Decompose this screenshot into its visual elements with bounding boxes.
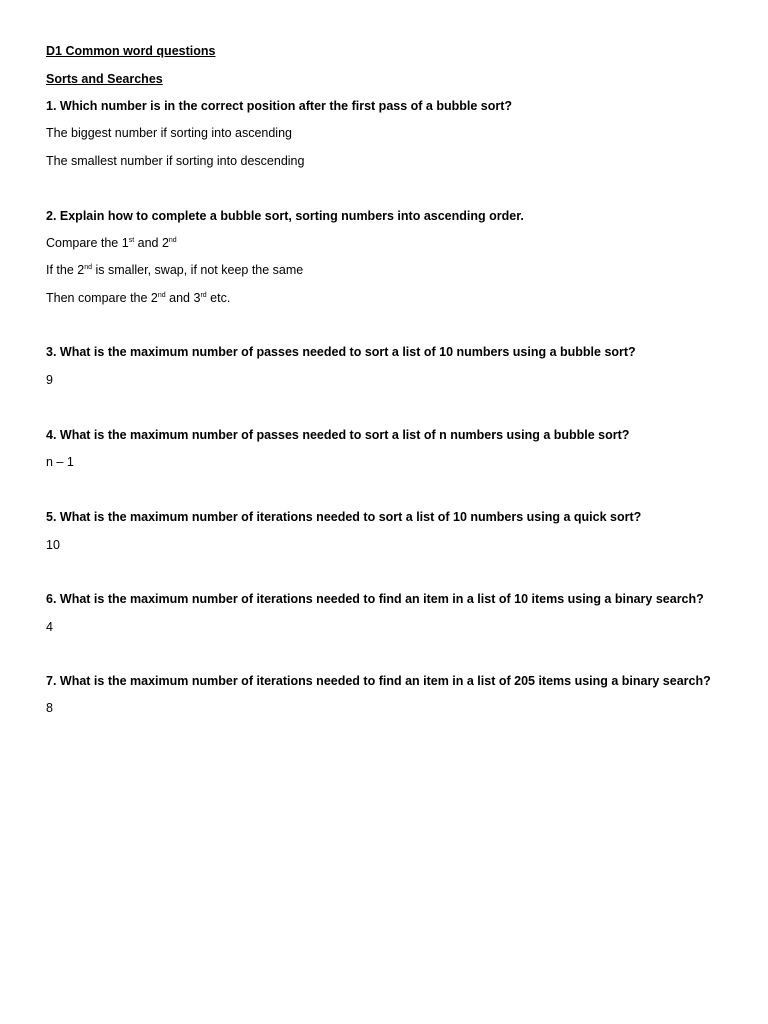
answer-2-line-3-sup-2: rd: [200, 292, 207, 299]
answer-5: 10: [46, 538, 60, 552]
answer-2-line-3-text-b: and 3: [165, 291, 201, 305]
question-6: 6. What is the maximum number of iterations needed to find an item in a list of 10 items using a binary search?: [46, 592, 704, 606]
answer-1-line-2: The smallest number if sorting into descending: [46, 154, 305, 168]
answer-2-line-1-text-b: and 2: [134, 236, 169, 250]
answer-2-line-1-text-a: Compare the 1: [46, 236, 129, 250]
answer-1-line-1: The biggest number if sorting into ascending: [46, 126, 292, 140]
question-1: 1. Which number is in the correct position after the first pass of a bubble sort?: [46, 99, 513, 113]
answer-2-line-2: [46, 263, 303, 278]
answer-2-line-2-text-a: If the 2: [46, 263, 85, 277]
answer-2-line-3: [46, 291, 230, 306]
answer-2-line-3-text-a: Then compare the 2: [46, 291, 158, 305]
answer-3: 9: [46, 373, 53, 387]
answer-2-line-1-sup-1: st: [128, 237, 135, 244]
question-5: 5. What is the maximum number of iterations needed to sort a list of 10 numbers using a quick sort?: [46, 510, 642, 524]
answer-2-line-2-sup-1: nd: [84, 264, 93, 271]
document-title: D1 Common word questions: [46, 44, 216, 58]
question-4: 4. What is the maximum number of passes needed to sort a list of n numbers using a bubble sort?: [46, 428, 630, 442]
question-3: 3. What is the maximum number of passes needed to sort a list of 10 numbers using a bubble sort?: [46, 345, 636, 359]
answer-4: n – 1: [46, 455, 74, 469]
answer-6: 4: [46, 620, 53, 634]
answer-2-line-3-sup-1: nd: [157, 292, 166, 299]
answer-2-line-1: [46, 236, 177, 251]
question-2: 2. Explain how to complete a bubble sort, sorting numbers into ascending order.: [46, 209, 524, 223]
answer-2-line-2-text-b: is smaller, swap, if not keep the same: [92, 263, 304, 277]
answer-2-line-3-text-c: etc.: [206, 291, 231, 305]
answer-7: 8: [46, 701, 53, 715]
question-7: 7. What is the maximum number of iterations needed to find an item in a list of 205 items using a binary search?: [46, 674, 711, 688]
answer-2-line-1-sup-2: nd: [168, 237, 177, 244]
section-heading: Sorts and Searches: [46, 72, 163, 86]
